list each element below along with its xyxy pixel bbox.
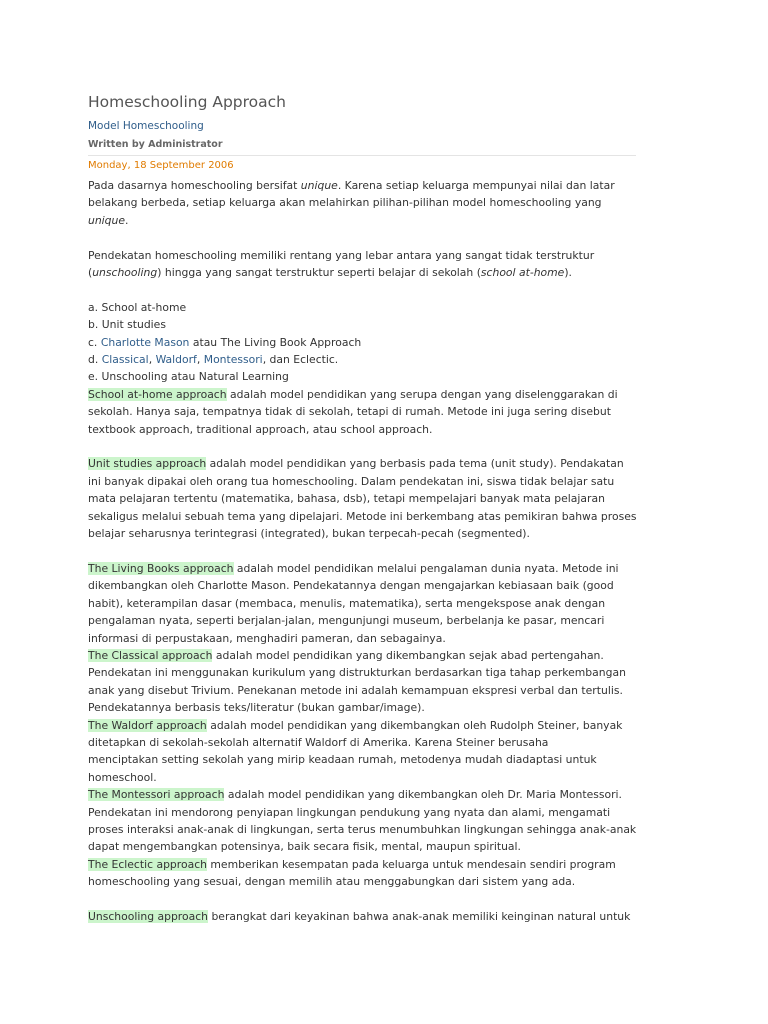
article-body bbox=[88, 177, 648, 925]
author-byline: Written by Administrator bbox=[88, 139, 223, 150]
body-line: Pendekatan ini menggunakan kurikulum yang distrukturkan berdasarkan tiga tahap perkembangan bbox=[88, 666, 626, 680]
body-line: ini banyak dipakai oleh orang tua homeschooling. Dalam pendekatan ini, siswa tidak belajar satu bbox=[88, 474, 615, 488]
body-line: homeschooling yang sesuai, dengan memilih atau menggabungkan dari sistem yang ada. bbox=[88, 875, 576, 889]
list-item: c. Charlotte Mason atau The Living Book Approach bbox=[88, 335, 362, 349]
body-line: pengalaman nyata, seperti berjalan-jalan, mengunjungi museum, berbelanja ke pasar, mencari bbox=[88, 614, 605, 628]
intro-line: belakang berbeda, setiap keluarga akan melahirkan pilihan-pilihan model homeschooling yang bbox=[88, 196, 602, 210]
list-item: a. School at-home bbox=[88, 300, 187, 314]
body-line: Pendekatannya berbasis teks/literatur (bukan gambar/image). bbox=[88, 701, 425, 715]
body-line: textbook approach, traditional approach, atau school approach. bbox=[88, 422, 433, 436]
charlotte-mason-link[interactable]: Charlotte Mason bbox=[100, 335, 190, 349]
section-living-books: The Living Books approach adalah model pendidikan melalui pengalaman dunia nyata. Metode ini bbox=[88, 561, 619, 575]
body-line: ditetapkan di sekolah-sekolah alternatif Waldorf di Amerika. Karena Steiner berusaha bbox=[88, 735, 549, 749]
list-item: b. Unit studies bbox=[88, 318, 166, 332]
waldorf-link[interactable]: Waldorf bbox=[155, 353, 197, 367]
intro-line: Pada dasarnya homeschooling bersifat unique. Karena setiap keluarga mempunyai nilai dan latar bbox=[88, 179, 615, 192]
section-waldorf: The Waldorf approach adalah model pendidikan yang dikembangkan oleh Rudolph Steiner, banyak bbox=[88, 718, 623, 732]
highlighted-term: The Waldorf approach bbox=[88, 718, 207, 732]
classical-link[interactable]: Classical bbox=[101, 353, 149, 367]
section-classical: The Classical approach adalah model pendidikan yang dikembangkan sejak abad pertengahan. bbox=[88, 648, 604, 662]
highlighted-term: The Eclectic approach bbox=[88, 857, 207, 871]
highlighted-term: The Classical approach bbox=[88, 648, 213, 662]
list-item: e. Unschooling atau Natural Learning bbox=[88, 370, 289, 384]
montessori-link[interactable]: Montessori bbox=[203, 353, 263, 367]
body-line: anak yang disebut Trivium. Penekanan metode ini adalah kemampuan ekspresi verbal dan tertulis. bbox=[88, 683, 623, 697]
body-line: belajar seharusnya terintegrasi (integrated), bukan terpecah-pecah (segmented). bbox=[88, 527, 530, 541]
highlighted-term: School at-home approach bbox=[88, 387, 227, 401]
body-line: menciptakan setting sekolah yang mirip keadaan rumah, metodenya mudah diadaptasi untuk bbox=[88, 753, 597, 767]
highlighted-term: Unit studies approach bbox=[88, 457, 207, 471]
publish-date: Monday, 18 September 2006 bbox=[88, 160, 234, 171]
body-line: habit), keterampilan dasar (membaca, menulis, matematika), serta mengekspose anak dengan bbox=[88, 596, 606, 610]
body-line: informasi di perpustakaan, menghadiri pameran, dan sebagainya. bbox=[88, 631, 446, 645]
body-line: mata pelajaran tertentu (matematika, bahasa, dsb), tetapi mempelajari banyak mata pelajaran bbox=[88, 492, 605, 506]
body-line: proses interaksi anak-anak di lingkungan, serta terus menumbuhkan lingkungan sehingga anak-anak bbox=[88, 822, 637, 836]
intro-line: unique. bbox=[88, 213, 129, 227]
page-title: Homeschooling Approach bbox=[88, 93, 287, 111]
body-line: Pendekatan ini mendorong penyiapan lingkungan pendukung yang nyata dan alami, mengamati bbox=[88, 805, 611, 819]
highlighted-term: The Montessori approach bbox=[88, 788, 225, 802]
category-link[interactable]: Model Homeschooling bbox=[88, 120, 204, 132]
section-unschooling: Unschooling approach berangkat dari keyakinan bahwa anak-anak memiliki keinginan natural untuk bbox=[88, 909, 631, 923]
body-line: dapat mengembangkan potensinya, baik secara fisik, mental, maupun spiritual. bbox=[88, 840, 521, 854]
body-line: sekolah. Hanya saja, tempatnya tidak di sekolah, tetapi di rumah. Metode ini juga sering disebut bbox=[88, 405, 611, 419]
body-line: homeschool. bbox=[88, 770, 157, 784]
body-line: dikembangkan oleh Charlotte Mason. Pendekatannya dengan mengajarkan kebiasaan baik (good bbox=[88, 579, 614, 593]
intro-line: (unschooling) hingga yang sangat terstruktur seperti belajar di sekolah (school at-home). bbox=[88, 266, 572, 280]
header-divider bbox=[88, 155, 636, 156]
list-item: d. Classical, Waldorf, Montessori, dan Eclectic. bbox=[88, 353, 339, 367]
highlighted-term: Unschooling approach bbox=[88, 909, 209, 923]
section-montessori: The Montessori approach adalah model pendidikan yang dikembangkan oleh Dr. Maria Montessori. bbox=[88, 788, 622, 802]
intro-line: Pendekatan homeschooling memiliki rentang yang lebar antara yang sangat tidak terstruktur bbox=[88, 248, 595, 262]
body-line: sekaligus melalui sebuah tema yang dipelajari. Metode ini berkembang atas pemikiran bahwa proses bbox=[88, 509, 637, 523]
section-school-at-home: School at-home approach adalah model pendidikan yang serupa dengan yang diselenggarakan di bbox=[88, 387, 618, 401]
highlighted-term: The Living Books approach bbox=[88, 561, 234, 575]
section-eclectic: The Eclectic approach memberikan kesempatan pada keluarga untuk mendesain sendiri program bbox=[88, 857, 616, 871]
section-unit-studies: Unit studies approach adalah model pendidikan yang berbasis pada tema (unit study). Pendakatan bbox=[88, 457, 624, 471]
